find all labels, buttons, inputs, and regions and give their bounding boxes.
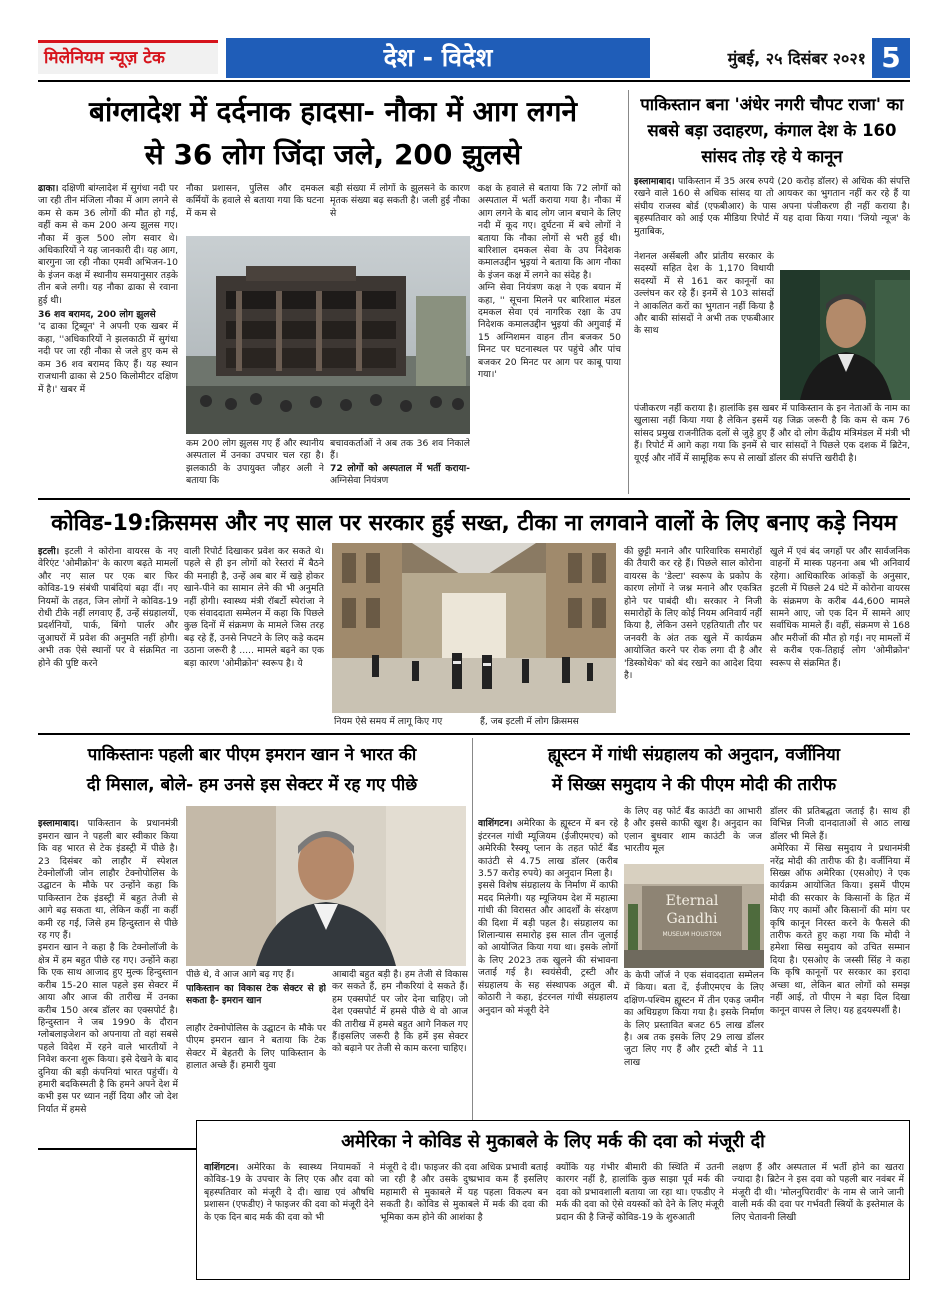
story1-col1-p1: दक्षिणी बांग्लादेश में सुगंधा नदी पर जा रही तीन मंजिला नौका में आग लगने से कम से कम 36 लोगों की मौत हो गई, वहीं कम से कम 200 अन्य झुलस गए। नौका में कुल 500 लोग सवार थे। अधिकारियों ने यह जानकारी दी। यह आग, बारगुना जा रही नौका एमवी अभिजन-10 के इंजन कक्ष में स्थानीय समयानुसार तड़के तीन बजे लगी। यह नौका ढाका से रवाना हुई थी।: [38, 183, 178, 306]
museum-sign-line3: MUSEUM HOUSTON: [662, 931, 722, 938]
rule-top-section: [38, 498, 910, 500]
imran-khan-photo-1: [780, 270, 910, 400]
story3-caption-left: नियम ऐसे समय में लागू किए गए: [334, 716, 443, 727]
story3-col3: की छुट्टी मनाने और पारिवारिक समारोहों की तैयारी कर रहे हैं। पिछले साल कोरोना वायरस के 'डेल्टा' स्वरूप के प्रकोप के कारण लोगों ने जश्न मनाने और एकत्रित होने पर पाबंदी थी। सरकार ने निजी समारोहों के लिए कोई नियम अनिवार्य नहीं किया है, लेकिन उसने एहतियाती तौर पर जनवरी के अंत तक खुले में कार्यक्रम आयोजित करने पर रोक लगा दी है और 'डिस्कोथेक' को बंद रखने का आदेश दिया है।: [624, 546, 762, 682]
story5-col3: डॉलर की प्रतिबद्धता जताई है। साथ ही विभिन्न निजी दानदाताओं से आठ लाख डॉलर भी मिले हैं। अमेरिका में सिख समुदाय ने प्रधानमंत्री नरेंद्र मोदी की तारीफ की है। वर्जीनिया में सिख्स ऑफ अमेरिका (एसओए) ने एक कार्यक्रम आयोजित किया। इसमें पीएम मोदी की सरकार के किसानों के हित में किए गए कामों और किसानों की मांग पर कृषि कानून निरस्त करने के फैसले की तारीफ करते हुए कहा गया कि मोदी ने हमेशा सिख समुदाय को उचित सम्मान दिया है। एसओए के जस्सी सिंह ने कहा कि कृषि कानूनों पर सरकार का इरादा अच्छा था, लेकिन बात लोगों को समझ नहीं आई, तो पीएम ने बड़ा दिल दिखा कानून वापस ले लिए। यह हृदयस्पर्शी है।: [770, 806, 910, 1016]
story6-col4: लक्षण हैं और अस्पताल में भर्ती होने का खतरा ज्यादा है। ब्रिटेन ने इस दवा को पहली बार नवंबर में मंजूरी दी थी। 'मोलनुपिरावीर' के नाम से जाने जानी वाली मर्क की दवा पर गर्भवती स्त्रियों के इस्तेमाल के लिए चेतावनी लिखी: [732, 1162, 904, 1223]
story1-col2-top: नौका प्रशासन, पुलिस और दमकल कर्मियों के हवाले से बताया गया कि घटना में कम से: [186, 183, 324, 219]
story1-col3-top: बड़ी संख्या में लोगों के झुलसने के कारण मृतक संख्या बढ़ सकती है। जली हुई नौका से: [330, 183, 470, 219]
story4-col2-text: लाहौर टेक्नोपोलिस के उद्घाटन के मौके पर पीएम इमरान खान ने बताया कि टेक सेक्टर में बेहतरी के लिए पाकिस्तान के हालात अच्छे हैं। हमारी युवा: [186, 1023, 326, 1072]
story5-headline-line2: में सिख्स समुदाय ने की पीएम मोदी की तारीफ: [551, 775, 837, 795]
story3-caption-right: हैं, जब इटली में लोग क्रिसमस: [480, 716, 579, 727]
story1-headline-line2: से 36 लोग जिंदा जले, 200 झुलसे: [144, 138, 522, 171]
story6-headline: अमेरिका ने कोविड से मुकाबले के लिए मर्क की दवा को मंजूरी दी: [341, 1131, 765, 1152]
story4-lead: इस्लामाबाद।: [38, 818, 79, 830]
museum-sign-line1: Eternal: [665, 893, 719, 909]
story1-col3-subhead: 72 लोगों को अस्पताल में भर्ती कराया-: [330, 462, 470, 474]
story4-story5-divider: [472, 738, 473, 1146]
story1-col1-p2: 'द ढाका ट्रिब्यून' ने अपनी एक खबर में कहा, ''अधिकारियों ने झलकाठी में सुगंधा नदी पर जा रही नौका से जले हुए कम से कम 36 शव बरामद किए हैं। यह स्थान राजधानी ढाका से 250 किलोमीटर दक्षिण में है।' खबर में: [38, 321, 178, 395]
story4-headline-line2: दी मिसाल, बोले- हम उनसे इस सेक्टर में रह गए पीछे: [86, 775, 418, 795]
masthead: [0, 0, 945, 83]
story5-col2-bottom: के केपी जॉर्ज ने एक संवाददाता सम्मेलन में किया। बता दें, ईजीएमएच के लिए दक्षिण-पश्चिम ह्यूस्टन में तीन एकड़ जमीन का अधिग्रहण किया गया है। इसके निर्माण के लिए प्रस्तावित बजट 65 लाख डॉलर है। अब तक इसके लिए 29 लाख डॉलर जुटा लिए गए हैं और ट्रस्टी बोर्ड ने 11 लाख: [624, 970, 764, 1068]
story4-subhead: पाकिस्तान का विकास टेक सेक्टर से हो सकता है- इमरान खान: [186, 983, 326, 1007]
story5-col2-top: के लिए वह फोर्ट बैंड काउंटी का आभारी है और इससे काफी खुश है। अनुदान का एलान बुधवार शाम काउंटी के जज भारतीय मूल: [624, 806, 762, 855]
story1-col3-bottom: [330, 438, 470, 494]
story5-col1-text: अमेरिका के ह्यूस्टन में बन रहे इंटरनल गांधी म्यूजियम (ईजीएमएच) को अमेरिकी रैस्क्यू प्लान के तहत फोर्ट बैंड काउंटी से 4.75 लाख डॉलर (करीब 3.57 करोड़ रुपये) का अनुदान मिला है। इससे विशेष संग्रहालय के निर्माण में काफी मदद मिलेगी। यह म्यूजियम देश में महात्मा गांधी की विरासत और आदर्शों के संरक्षण की दिशा में बड़ी पहल है। संग्रहालय का शिलान्यास समारोह इस साल तीन जुलाई को आयोजित किया गया था। इसके लोगों के लिए 2023 तक खुलने की संभावना जताई गई है। स्वयंसेवी, ट्रस्टी और संग्रहालय के सह संस्थापक अतुल बी. कोठारी ने कहा, इंटरनल गांधी संग्रहालय अनुदान को मंजूरी देने: [478, 818, 618, 1016]
story2-lead: इस्लामाबाद।: [634, 176, 675, 187]
story1-headline-line1: बांग्लादेश में दर्दनाक हादसा- नौका में आग लगने: [88, 95, 577, 128]
dateline: मुंबई, २५ दिसंबर २०२१: [727, 49, 866, 68]
gandhi-museum-photo: [624, 864, 764, 968]
story6-lead: वाशिंगटन।: [204, 1162, 239, 1173]
story6-col1: [204, 1162, 374, 1274]
story1-col1: [38, 183, 178, 493]
museum-sign-line2: Gandhi: [666, 911, 718, 927]
page-number: 5: [881, 41, 901, 74]
paper-name: मिलेनियम न्यूज़ टेक: [44, 48, 165, 68]
story5-col1: [478, 806, 618, 1144]
story6-col2: मंजूरी दे दी। फाइजर की दवा अधिक प्रभावी बताई जा रही है और उसके दुष्प्रभाव कम हैं इसलिए महामारी से मुकाबले में यह पहला विकल्प बन सकती है। कोविड से मुकाबले में मर्क की दवा की भूमिका कम होने की आशंका है: [380, 1162, 548, 1223]
story4-col1: [38, 806, 178, 1144]
story4-photo-caption: पीछे थे, वे आज आगे बढ़ गए हैं।: [186, 969, 295, 980]
story1-col3-subtext: अग्निसेवा नियंत्रण: [330, 475, 389, 487]
story1-col3-bottom-text: बचावकर्ताओं ने अब तक 36 शव निकाले हैं।: [330, 438, 470, 462]
story5-headline-line1: ह्यूस्टन में गांधी संग्रहालय को अनुदान, वर्जीनिया: [547, 745, 841, 765]
rule-mid-section: [38, 733, 910, 735]
story6-col3: क्योंकि यह गंभीर बीमारी की स्थिति में उतनी कारगर नहीं है, हालांकि कुछ साझा पूर्व मर्क की दवा को प्रभावशाली बताया जा रहा था। एफडीए ने मर्क की दवा को ऐसे वयस्कों को देने के लिए मंजूरी प्रदान की है जिन्हें कोविड-19 के शुरुआती: [556, 1162, 724, 1223]
story2-left-col: नेशनल असेंबली और प्रांतीय सरकार के सदस्यों सहित देश के 1,170 विधायी सदस्यों में से 161 कर कानूनों का उल्लंघन कर रहे हैं। इनमें से 103 सांसदों ने आकलित करों का भुगतान नहीं किया है और बाकी सांसदों ने अभी तक एफबीआर के साथ: [634, 251, 774, 337]
story3-lead: इटली।: [38, 546, 60, 557]
story1-col2-bottom: कम 200 लोग झुलस गए हैं और स्थानीय अस्पताल में उनका उपचार चल रहा है। झलकाठी के उपायुक्त जौहर अली ने बताया कि: [186, 438, 324, 487]
story1-lead: ढाका।: [38, 183, 59, 194]
story2-intro-text: पाकिस्तान में 35 अरब रुपये (20 करोड़ डॉलर) से अधिक की संपत्ति रखने वाले 160 से अधिक सांसद या तो आयकर का भुगतान नहीं कर रहे हैं या संघीय राजस्व बोर्ड (एफबीआर) के पास अपना पंजीकरण ही नहीं कराया है। बृहस्पतिवार को आई एक मीडिया रिपोर्ट में यह दावा किया गया। 'जियो न्यूज' के मुताबिक,: [634, 176, 910, 237]
ferry-fire-photo: [186, 236, 470, 434]
story1-story2-divider: [628, 90, 629, 494]
masthead-rule: [38, 80, 910, 82]
italy-galleria-photo: [332, 543, 616, 713]
story2-intro: [634, 176, 910, 250]
imran-khan-photo-2: [186, 806, 466, 966]
story3-col2: वाली रिपोर्ट दिखाकर प्रवेश कर सकते थे। पहले से ही इन लोगों को रेस्तरां में बैठने की मनाही है, उन्हें अब बार में खड़े होकर खाने-पीने का सामान लेने की भी अनुमति नहीं होगी। स्वास्थ्य मंत्री रॉबर्टो स्पेरांजा ने एक संवाददाता सम्मेलन में कहा कि पिछले कुछ दिनों में संक्रमण के मामले जिस तरह बढ़ रहे हैं, उनसे निपटने के लिए कड़े कदम उठाना जरूरी है ..... मामले बढ़ने का एक बड़ा कारण 'ओमीक्रोन' स्वरूप है। ये: [184, 546, 324, 669]
story1-col4: कक्ष के हवाले से बताया कि 72 लोगों को अस्पताल में भर्ती कराया गया है। नौका में आग लगने के बाद लोग जान बचाने के लिए नदी में कूद गए। दुर्घटना में बचे लोगों ने बताया कि नौका लोगों से भरी हुई थी। बारिशाल दमकल सेवा के उप निदेशक कमालउद्दीन भुइयां ने बताया कि आग नौका के इंजन कक्ष में लगने का संदेह है। अग्नि सेवा नियंत्रण कक्ष ने एक बयान में कहा, '' सूचना मिलने पर बारिशाल मंडल दमकल सेवा एवं नागरिक रक्षा के उप निदेशक कमालउद्दीन भुइयां की अगुवाई में 15 अग्निशमन वाहन तीन बजकर 50 मिनट पर घटनास्थल पर पहुंचे और पांच बजकर 20 मिनट पर आग पर काबू पाया गया।': [478, 183, 621, 381]
story3-headline: कोविड-19:क्रिसमस और नए साल पर सरकार हुई सख्त, टीका ना लगवाने वालों के लिए बनाए कड़े नियम: [51, 511, 897, 536]
story4-col1-text: पाकिस्तान के प्रधानमंत्री इमरान खान ने पहली बार स्वीकार किया कि वह भारत से टेक इंडस्ट्री में पीछे है। 23 दिसंबर को लाहौर में स्पेशल टेक्नोलॉजी जोन लाहौर टेक्नोपोलिस के उद्घाटन के मौके पर उन्होंने कहा कि पाकिस्तान टेक इंडस्ट्री में बहुत तेजी से आगे बढ़ सकता था, लेकिन कहीं ना कहीं कमी रह गई, जिसे हम हिन्दुस्तान से पीछे रह गए हैं। इमरान खान ने कहा है कि टेक्नोलॉजी के क्षेत्र में हम बहुत पीछे रह गए। उन्होंने कहा कि एक साथ आजाद हुए मुल्क हिन्दुस्तान करीब 15-20 साल पहले इस सेक्टर में आया और आज की तारीख में उनका करीब 150 अरब डॉलर का एक्सपोर्ट है। हिन्दुस्तान ने जब 1990 के दौरान ग्लोबलाइजेशन को अपनाया तो वहां सबसे पहले विदेश में रहने वाले भारतीयों ने निवेश करना शुरू किया। इसे देखने के बाद दुनिया की बड़ी कंपनियां भारत पहुंचीं। ये हमारी बदकिस्मती है कि हमने अपने देश में कभी इस पर ध्यान नहीं दिया और जो देश निर्यात में हमसे: [38, 818, 178, 1115]
story6-col1-text: अमेरिका के स्वास्थ्य नियामकों ने कोविड-19 के उपचार के लिए एक और दवा को बृहस्पतिवार को मंजूरी दे दी। खाद्य एवं औषधि प्रशासन (एफडीए) ने फाइजर की दवा को मंजूरी देने के एक दिन बाद मर्क की दवा को भी: [204, 1162, 374, 1223]
story2-bottom: पंजीकरण नहीं कराया है। हालांकि इस खबर में पाकिस्तान के इन नेताओं के नाम का खुलासा नहीं किया गया है लेकिन इसमें यह जिक्र जरूरी है कि कम से कम 76 सांसद प्रमुख राजनीतिक दलों से जुड़े हुए हैं और दो लोग केंद्रीय मंत्रिमंडल में मंत्री भी हैं। रिपोर्ट में आगे कहा गया कि इनमें से चार सांसदों ने पिछले एक दशक में ब्रिटेन, यूएई और नॉर्वे में सामूहिक रूप से लाखों डॉलर की संपत्ति खरीदी है।: [634, 403, 910, 464]
story3-col1-text: इटली ने कोरोना वायरस के नए वेरिएंट 'ओमीक्रोन' के कारण बढ़ते मामलों और नए साल पर एक बार फिर कोविड-19 संबंधी पाबंदियां बढ़ा दीं। नए नियमों के तहत, जिन लोगों ने कोविड-19 रोधी टीके नहीं लगवाए हैं, उन्हें संग्रहालयों, प्रदर्शनियों, पार्क, बिंगो पार्लर और जुआघरों में प्रवेश की अनुमति नहीं होगी। अभी तक ऐसे स्थानों पर वे संक्रमित ना होने की पुष्टि करने: [38, 546, 178, 669]
story3-col4: खुले में एवं बंद जगहों पर और सार्वजनिक वाहनों में मास्क पहनना अब भी अनिवार्य रहेगा। आधिकारिक आंकड़ों के अनुसार, इटली में पिछले 24 घंटे में कोरोना वायरस के संक्रमण के करीब 44,600 मामले सामने आए, जो एक दिन में सामने आए सर्वाधिक मामले हैं। वहीं, संक्रमण से 168 और मरीजों की मौत हो गई। नए मामलों में से करीब एक-तिहाई लोग 'ओमीक्रोन' स्वरूप से संक्रमित हैं।: [770, 546, 910, 669]
story2-headline: पाकिस्तान बना 'अंधेर नगरी चौपट राजा' का सबसे बड़ा उदाहरण, कंगाल देश के 160 सांसद तोड़ रहे ये कानून: [640, 95, 904, 166]
story4-headline-line1: पाकिस्तानः पहली बार पीएम इमरान खान ने भारत की: [87, 745, 417, 765]
story4-col3-text: आबादी बहुत बड़ी है। हम तेजी से विकास कर सकते हैं, हम नौकरियां दे सकते हैं। हम एक्सपोर्ट पर जोर देना चाहिए। जो देश एक्सपोर्ट में हमसे पीछे थे वो आज की तारीख में हमसे बहुत आगे निकल गए हैं।इसलिए जरूरी है कि हमें इस सेक्टर को बढ़ाने पर तेजी से काम करना चाहिए।: [332, 969, 468, 1055]
story5-lead: वाशिंगटन।: [478, 818, 513, 830]
story1-subhead: 36 शव बरामद, 200 लोग झुलसे: [38, 309, 156, 321]
section-title: देश - विदेश: [383, 43, 493, 72]
story3-col1: [38, 546, 178, 726]
